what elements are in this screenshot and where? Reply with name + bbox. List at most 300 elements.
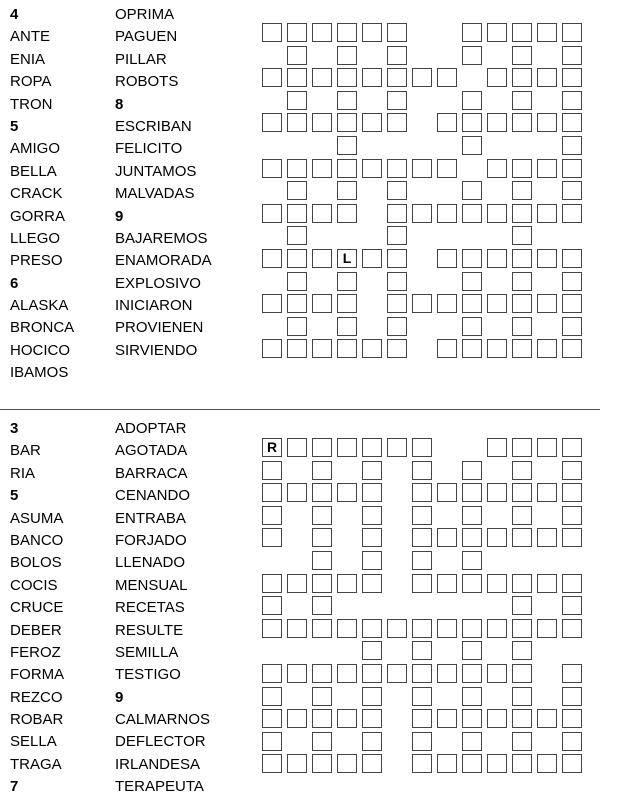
grid-cell[interactable] (312, 204, 332, 223)
grid-cell[interactable] (437, 249, 457, 268)
grid-cell[interactable] (387, 249, 407, 268)
grid-cell[interactable] (462, 619, 482, 638)
grid-cell[interactable] (462, 574, 482, 593)
grid-cell[interactable] (287, 23, 307, 42)
grid-cell[interactable] (562, 709, 582, 728)
grid-cell[interactable] (537, 528, 557, 547)
grid-cell[interactable] (512, 68, 532, 87)
grid-cell[interactable] (337, 136, 357, 155)
grid-cell[interactable] (362, 159, 382, 178)
grid-cell[interactable] (387, 272, 407, 291)
grid-cell[interactable] (337, 204, 357, 223)
grid-cell[interactable] (562, 68, 582, 87)
grid-cell[interactable] (312, 506, 332, 525)
grid-cell[interactable] (312, 596, 332, 615)
grid-cell[interactable] (562, 159, 582, 178)
grid-cell[interactable] (337, 438, 357, 457)
grid-cell[interactable] (562, 438, 582, 457)
grid-cell[interactable] (337, 339, 357, 358)
grid-cell[interactable] (512, 91, 532, 110)
grid-cell[interactable] (537, 159, 557, 178)
grid-cell[interactable] (562, 181, 582, 200)
grid-cell[interactable] (362, 68, 382, 87)
grid-cell[interactable] (287, 68, 307, 87)
grid-cell[interactable] (287, 272, 307, 291)
grid-cell[interactable] (412, 204, 432, 223)
grid-cell[interactable] (562, 23, 582, 42)
grid-cell[interactable] (512, 664, 532, 683)
grid-cell[interactable] (337, 46, 357, 65)
grid-cell[interactable] (387, 664, 407, 683)
word-list-item: RECETAS (115, 599, 185, 617)
grid-cell[interactable] (462, 506, 482, 525)
grid-cell[interactable] (262, 754, 282, 773)
word-list-item: AMIGO (10, 140, 61, 158)
word-list-item: CENANDO (115, 487, 191, 505)
grid-cell[interactable] (262, 68, 282, 87)
grid-cell[interactable] (537, 23, 557, 42)
grid-cell[interactable] (487, 664, 507, 683)
grid-cell[interactable] (437, 113, 457, 132)
grid-cell[interactable] (312, 339, 332, 358)
grid-cell[interactable] (287, 483, 307, 502)
word-list-item: ANTE (10, 28, 51, 46)
grid-cell[interactable] (262, 709, 282, 728)
grid-cell[interactable] (512, 339, 532, 358)
grid-cell[interactable] (362, 483, 382, 502)
grid-cell[interactable] (312, 709, 332, 728)
grid-cell[interactable] (362, 438, 382, 457)
word-list-item: BOLOS (10, 554, 62, 572)
grid-cell[interactable] (512, 483, 532, 502)
grid-cell[interactable] (562, 754, 582, 773)
grid-cell[interactable] (287, 181, 307, 200)
grid-cell[interactable] (412, 483, 432, 502)
grid-cell[interactable] (562, 619, 582, 638)
grid-cell[interactable] (512, 619, 532, 638)
grid-cell[interactable] (287, 113, 307, 132)
grid-cell[interactable] (462, 709, 482, 728)
grid-cell[interactable] (337, 23, 357, 42)
grid-cell[interactable] (262, 113, 282, 132)
word-list-item: SELLA (10, 733, 57, 751)
grid-cell[interactable] (362, 754, 382, 773)
grid-cell[interactable] (287, 574, 307, 593)
grid-cell[interactable] (562, 272, 582, 291)
grid-cell[interactable] (487, 23, 507, 42)
grid-cell[interactable] (537, 68, 557, 87)
grid-cell[interactable] (537, 249, 557, 268)
word-list-item: IRLANDESA (115, 755, 201, 773)
grid-cell[interactable] (512, 641, 532, 660)
grid-cell[interactable] (462, 249, 482, 268)
grid-cell[interactable] (562, 461, 582, 480)
grid-cell[interactable] (487, 709, 507, 728)
grid-cell[interactable] (387, 339, 407, 358)
grid-cell[interactable] (412, 754, 432, 773)
grid-cell[interactable] (412, 732, 432, 751)
grid-cell[interactable] (312, 23, 332, 42)
grid-cell[interactable] (487, 528, 507, 547)
word-list-top-right (115, 4, 212, 362)
grid-cell[interactable] (462, 204, 482, 223)
grid-cell[interactable] (362, 641, 382, 660)
grid-cell[interactable] (412, 438, 432, 457)
grid-cell[interactable] (362, 664, 382, 683)
grid-cell[interactable] (462, 461, 482, 480)
grid-cell[interactable] (412, 294, 432, 313)
grid-cell[interactable] (337, 68, 357, 87)
grid-cell[interactable] (337, 754, 357, 773)
grid-cell[interactable] (462, 136, 482, 155)
grid-cell[interactable] (462, 339, 482, 358)
grid-cell[interactable] (512, 709, 532, 728)
word-list-item: ASUMA (10, 509, 64, 527)
grid-cell[interactable] (387, 113, 407, 132)
grid-cell[interactable] (387, 46, 407, 65)
grid-cell[interactable] (487, 113, 507, 132)
grid-cell[interactable] (312, 528, 332, 547)
grid-cell[interactable] (562, 664, 582, 683)
grid-cell[interactable] (487, 294, 507, 313)
grid-cell[interactable] (437, 709, 457, 728)
grid-cell[interactable] (412, 641, 432, 660)
grid-cell[interactable] (487, 68, 507, 87)
grid-cell[interactable] (262, 23, 282, 42)
grid-cell[interactable] (362, 113, 382, 132)
grid-cell[interactable] (362, 528, 382, 547)
grid-cell[interactable] (412, 506, 432, 525)
grid-cell[interactable] (462, 113, 482, 132)
word-list-item: CALMARNOS (115, 711, 211, 729)
grid-cell[interactable] (537, 294, 557, 313)
grid-cell[interactable] (462, 23, 482, 42)
grid-cell[interactable] (312, 732, 332, 751)
grid-cell[interactable] (512, 159, 532, 178)
word-list-item: SIRVIENDO (115, 341, 198, 359)
word-list-item: PROVIENEN (115, 319, 204, 337)
grid-cell[interactable] (512, 528, 532, 547)
grid-cell[interactable] (437, 159, 457, 178)
grid-cell[interactable] (437, 619, 457, 638)
grid-cell[interactable] (437, 754, 457, 773)
grid-cell[interactable] (287, 438, 307, 457)
grid-cell[interactable] (512, 438, 532, 457)
grid-cell[interactable] (337, 709, 357, 728)
grid-cell[interactable] (287, 294, 307, 313)
grid-cell[interactable] (512, 294, 532, 313)
grid-cell[interactable] (512, 317, 532, 336)
grid-cell[interactable] (512, 574, 532, 593)
grid-cell[interactable] (312, 619, 332, 638)
grid-cell[interactable] (312, 249, 332, 268)
grid-cell[interactable] (362, 732, 382, 751)
grid-cell[interactable] (562, 91, 582, 110)
grid-cell[interactable] (262, 574, 282, 593)
grid-cell[interactable] (562, 204, 582, 223)
word-list-item: LLENADO (115, 554, 186, 572)
word-list-item: JUNTAMOS (115, 162, 197, 180)
grid-cell[interactable] (262, 506, 282, 525)
grid-cell[interactable] (462, 294, 482, 313)
word-list-item: FORJADO (115, 531, 187, 549)
grid-cell-given-letter[interactable]: R (262, 438, 282, 457)
grid-cell[interactable] (512, 506, 532, 525)
grid-cell[interactable] (262, 249, 282, 268)
grid-cell[interactable] (537, 574, 557, 593)
grid-cell[interactable] (562, 294, 582, 313)
grid-cell[interactable] (462, 317, 482, 336)
grid-cell[interactable] (462, 551, 482, 570)
grid-cell[interactable] (437, 574, 457, 593)
grid-cell[interactable] (412, 68, 432, 87)
grid-cell[interactable] (287, 226, 307, 245)
grid-cell[interactable] (387, 619, 407, 638)
grid-cell[interactable] (437, 294, 457, 313)
word-list-item: BARRACA (115, 464, 188, 482)
word-list-item: DEFLECTOR (115, 733, 206, 751)
grid-cell-given-letter[interactable]: L (337, 249, 357, 268)
grid-cell[interactable] (387, 91, 407, 110)
grid-cell[interactable] (562, 732, 582, 751)
grid-cell[interactable] (512, 272, 532, 291)
grid-cell[interactable] (262, 528, 282, 547)
grid-cell[interactable] (362, 506, 382, 525)
grid-cell[interactable] (537, 438, 557, 457)
grid-cell[interactable] (562, 483, 582, 502)
grid-cell[interactable] (537, 709, 557, 728)
grid-cell[interactable] (462, 754, 482, 773)
grid-cell[interactable] (362, 709, 382, 728)
word-list-item: IBAMOS (10, 364, 69, 382)
grid-cell[interactable] (362, 461, 382, 480)
grid-cell[interactable] (487, 159, 507, 178)
grid-cell[interactable] (537, 483, 557, 502)
grid-cell[interactable] (312, 483, 332, 502)
grid-cell[interactable] (312, 294, 332, 313)
grid-cell[interactable] (487, 574, 507, 593)
grid-cell[interactable] (562, 687, 582, 706)
grid-cell[interactable] (562, 249, 582, 268)
grid-cell[interactable] (512, 754, 532, 773)
grid-cell[interactable] (487, 483, 507, 502)
grid-cell[interactable] (337, 181, 357, 200)
grid-cell[interactable] (537, 204, 557, 223)
grid-cell[interactable] (562, 596, 582, 615)
grid-cell[interactable] (287, 709, 307, 728)
grid-cell[interactable] (512, 181, 532, 200)
grid-cell[interactable] (512, 596, 532, 615)
grid-cell[interactable] (262, 732, 282, 751)
grid-cell[interactable] (487, 438, 507, 457)
grid-cell[interactable] (412, 619, 432, 638)
grid-cell[interactable] (337, 91, 357, 110)
grid-cell[interactable] (337, 574, 357, 593)
grid-cell[interactable] (562, 528, 582, 547)
grid-cell[interactable] (462, 687, 482, 706)
grid-cell[interactable] (537, 754, 557, 773)
grid-cell[interactable] (312, 438, 332, 457)
grid-cell[interactable] (562, 506, 582, 525)
grid-cell[interactable] (487, 339, 507, 358)
grid-cell[interactable] (337, 664, 357, 683)
grid-cell[interactable] (487, 204, 507, 223)
word-list-item: BANCO (10, 531, 64, 549)
grid-cell[interactable] (562, 317, 582, 336)
grid-cell[interactable] (412, 664, 432, 683)
grid-cell[interactable] (262, 294, 282, 313)
grid-cell[interactable] (562, 113, 582, 132)
grid-cell[interactable] (437, 483, 457, 502)
grid-cell[interactable] (562, 46, 582, 65)
grid-cell[interactable] (262, 204, 282, 223)
grid-cell[interactable] (312, 664, 332, 683)
grid-cell[interactable] (412, 551, 432, 570)
grid-cell[interactable] (287, 46, 307, 65)
grid-cell[interactable] (512, 204, 532, 223)
grid-cell[interactable] (312, 68, 332, 87)
grid-cell[interactable] (262, 159, 282, 178)
grid-cell[interactable] (412, 159, 432, 178)
word-list-item: BRONCA (10, 319, 75, 337)
grid-cell[interactable] (512, 732, 532, 751)
word-length-header: 9 (115, 688, 124, 706)
grid-cell[interactable] (262, 687, 282, 706)
word-list-item: ROBAR (10, 711, 64, 729)
grid-cell[interactable] (262, 664, 282, 683)
grid-cell[interactable] (387, 226, 407, 245)
grid-cell[interactable] (312, 687, 332, 706)
grid-cell[interactable] (262, 461, 282, 480)
word-list-item: ENAMORADA (115, 252, 212, 270)
grid-cell[interactable] (337, 317, 357, 336)
grid-cell[interactable] (412, 709, 432, 728)
grid-cell[interactable] (362, 23, 382, 42)
grid-cell[interactable] (262, 596, 282, 615)
grid-cell[interactable] (287, 339, 307, 358)
grid-cell[interactable] (512, 113, 532, 132)
grid-cell[interactable] (387, 68, 407, 87)
grid-cell[interactable] (462, 732, 482, 751)
grid-cell[interactable] (287, 249, 307, 268)
word-length-header: 4 (10, 6, 19, 23)
word-length-header: 3 (10, 420, 19, 437)
grid-cell[interactable] (462, 483, 482, 502)
grid-cell[interactable] (487, 754, 507, 773)
grid-cell[interactable] (337, 294, 357, 313)
word-list-item: MENSUAL (115, 576, 188, 594)
grid-cell[interactable] (487, 249, 507, 268)
grid-cell[interactable] (337, 113, 357, 132)
grid-cell[interactable] (512, 687, 532, 706)
grid-cell[interactable] (462, 181, 482, 200)
grid-cell[interactable] (362, 249, 382, 268)
grid-cell[interactable] (462, 664, 482, 683)
grid-cell[interactable] (287, 754, 307, 773)
grid-cell[interactable] (312, 461, 332, 480)
grid-cell[interactable] (337, 272, 357, 291)
grid-cell[interactable] (387, 317, 407, 336)
grid-cell[interactable] (387, 181, 407, 200)
grid-cell[interactable] (487, 619, 507, 638)
grid-cell[interactable] (412, 574, 432, 593)
grid-cell[interactable] (287, 91, 307, 110)
grid-cell[interactable] (287, 204, 307, 223)
grid-cell[interactable] (537, 339, 557, 358)
word-length-header: 6 (10, 274, 19, 292)
grid-cell[interactable] (512, 23, 532, 42)
word-list-item: COCIS (10, 576, 58, 594)
word-list-item: TERAPEUTA (115, 778, 204, 796)
grid-cell[interactable] (462, 91, 482, 110)
grid-cell[interactable] (437, 339, 457, 358)
grid-cell[interactable] (462, 272, 482, 291)
grid-cell[interactable] (387, 23, 407, 42)
grid-cell[interactable] (337, 159, 357, 178)
grid-cell[interactable] (437, 664, 457, 683)
word-list-item: DEBER (10, 621, 62, 639)
grid-cell[interactable] (512, 226, 532, 245)
grid-cell[interactable] (362, 574, 382, 593)
grid-cell[interactable] (337, 483, 357, 502)
grid-cell[interactable] (312, 754, 332, 773)
word-list-item: PRESO (10, 252, 63, 270)
grid-cell[interactable] (312, 113, 332, 132)
grid-cell[interactable] (287, 159, 307, 178)
grid-cell[interactable] (387, 438, 407, 457)
word-list-item: HOCICO (10, 341, 70, 359)
grid-cell[interactable] (562, 136, 582, 155)
grid-cell[interactable] (537, 619, 557, 638)
grid-cell[interactable] (537, 113, 557, 132)
grid-cell[interactable] (287, 664, 307, 683)
grid-cell[interactable] (512, 461, 532, 480)
grid-cell[interactable] (312, 159, 332, 178)
grid-cell[interactable] (262, 339, 282, 358)
grid-cell[interactable] (337, 619, 357, 638)
grid-cell[interactable] (412, 528, 432, 547)
grid-cell[interactable] (437, 204, 457, 223)
grid-cell[interactable] (462, 641, 482, 660)
grid-cell[interactable] (362, 551, 382, 570)
grid-cell[interactable] (512, 249, 532, 268)
grid-cell[interactable] (362, 687, 382, 706)
grid-cell[interactable] (387, 159, 407, 178)
word-list-item: FEROZ (10, 643, 61, 661)
grid-cell[interactable] (312, 551, 332, 570)
grid-cell[interactable] (287, 317, 307, 336)
grid-cell[interactable] (362, 619, 382, 638)
grid-cell[interactable] (437, 528, 457, 547)
grid-cell[interactable] (412, 687, 432, 706)
grid-cell[interactable] (262, 619, 282, 638)
word-length-header: 5 (10, 487, 19, 505)
grid-cell[interactable] (387, 294, 407, 313)
grid-cell[interactable] (437, 68, 457, 87)
grid-cell[interactable] (362, 339, 382, 358)
grid-cell[interactable] (462, 46, 482, 65)
grid-cell[interactable] (387, 204, 407, 223)
grid-cell[interactable] (562, 339, 582, 358)
grid-cell[interactable] (312, 574, 332, 593)
grid-cell[interactable] (262, 483, 282, 502)
grid-cell[interactable] (412, 461, 432, 480)
grid-cell[interactable] (287, 619, 307, 638)
word-list-item: CRACK (10, 185, 63, 203)
grid-cell[interactable] (512, 46, 532, 65)
grid-cell[interactable] (462, 528, 482, 547)
grid-cell[interactable] (562, 574, 582, 593)
